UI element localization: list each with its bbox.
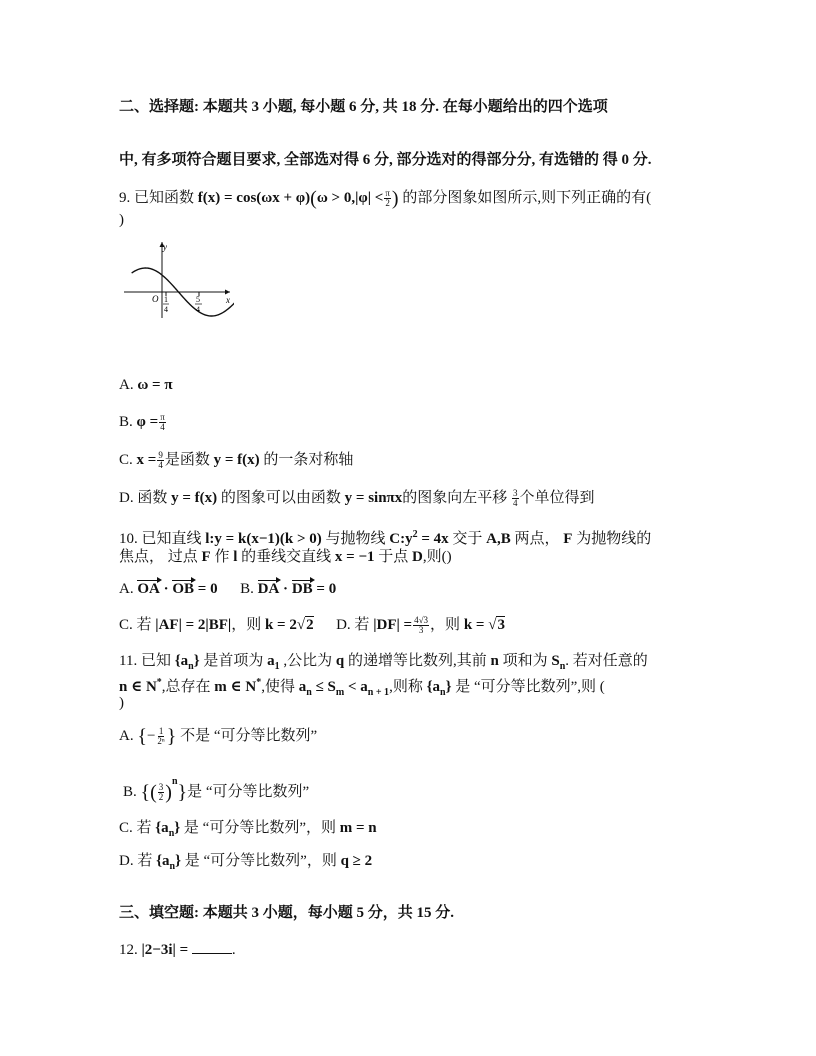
q9-option-b[interactable]: B. φ = $\frac{\pi}{4}$: [119, 412, 165, 433]
q10-options-cd: [119, 615, 505, 635]
origin-label: O: [152, 294, 159, 304]
q9-option-a[interactable]: A. ω = π: [119, 377, 173, 393]
q9-option-d[interactable]: D. 函数 y = f(x) 的图象可以由函数 y = sinπx的图象向左平移 $\frac{3}{4}$ 个单位得到: [119, 488, 595, 509]
x-axis-label: x: [226, 295, 230, 305]
tick-5-4-num: 5: [196, 295, 200, 304]
tick-1-4-den: 4: [164, 305, 168, 314]
section-2-heading-line2: 中, 有多项符合题目要求, 全部选对得 6 分, 部分选对的得部分分, 有选错的 得 0 分.: [119, 152, 652, 168]
q10-option-c[interactable]: C. 若 |AF| = 2|BF|，则 k = 2√2: [119, 617, 314, 633]
q11-option-a[interactable]: A. {− $\frac{1}{\text{2ⁿ}}$ } 不是 “可分等比数列”: [119, 725, 318, 748]
q9-stem-close: ): [119, 212, 124, 228]
y-axis-label: y: [163, 242, 167, 252]
tick-5-4-den: 4: [196, 305, 200, 314]
q10-option-d[interactable]: D. 若 |DF| = $\frac{4√3}{3}$ ，则 k = √3: [336, 615, 505, 636]
q10-options-ab: [119, 579, 336, 599]
q11-stem-close: ): [119, 695, 124, 711]
section-2-heading-line1: 二、选择题: 本题共 3 小题, 每小题 6 分, 共 18 分. 在每小题给出的四个选项: [119, 99, 608, 115]
q10-option-a[interactable]: A. OA · OB = 0: [119, 581, 218, 597]
tick-1-4-num: 1: [164, 295, 168, 304]
q12-answer-blank[interactable]: [192, 940, 232, 954]
q12-stem: 12. |2−3i| = .: [119, 942, 236, 958]
section-3-heading: 三、填空题: 本题共 3 小题，每小题 5 分，共 15 分.: [119, 905, 454, 921]
q9-stem: 9. 已知函数 f(x) = cos(ωx + φ)(ω > 0,|φ| < $\frac{\pi}{2}$ ) 的部分图象如图所示,则下列正确的有(: [119, 187, 652, 210]
q10-option-b[interactable]: B. DA · DB = 0: [240, 581, 337, 597]
q10-stem-line1: 10. 已知直线 l:y = k(x−1)(k > 0) 与抛物线 $C:y^2 = 4x$ 交于 A,B 两点， F 为抛物线的: [119, 529, 652, 547]
q11-option-c[interactable]: C. 若 $\{a_n\}$ 是 “可分等比数列”，则 m = n: [119, 820, 377, 839]
q11-option-b[interactable]: B. {( $\frac{3}{2}$ )$^n$}是 “可分等比数列”: [123, 776, 310, 804]
q11-option-d[interactable]: D. 若 $\{a_n\}$ 是 “可分等比数列”，则 q ≥ 2: [119, 853, 373, 872]
q10-stem-line2: 焦点， 过点 F 作 l 的垂线交直线 x = −1 于点 D,则(): [119, 549, 452, 565]
q9-option-c[interactable]: C. x = $\frac{9}{4}$ 是函数 y = f(x) 的一条对称轴: [119, 450, 354, 471]
q11-stem-line1: 11. 已知 $\{a_n\}$ 是首项为 $a_1$ ,公比为 q 的递增等比数列,其前 n 项和为 $S_n$. 若对任意的: [119, 653, 648, 672]
q11-stem-line2: n ∈ N*,总存在 m ∈ N*,使得 $a_n \le S_m < a_{n + 1}$,则称 $\{a_n\}$ 是 “可分等比数列”,则 (: [119, 677, 605, 698]
q9-function-graph: [122, 240, 234, 320]
